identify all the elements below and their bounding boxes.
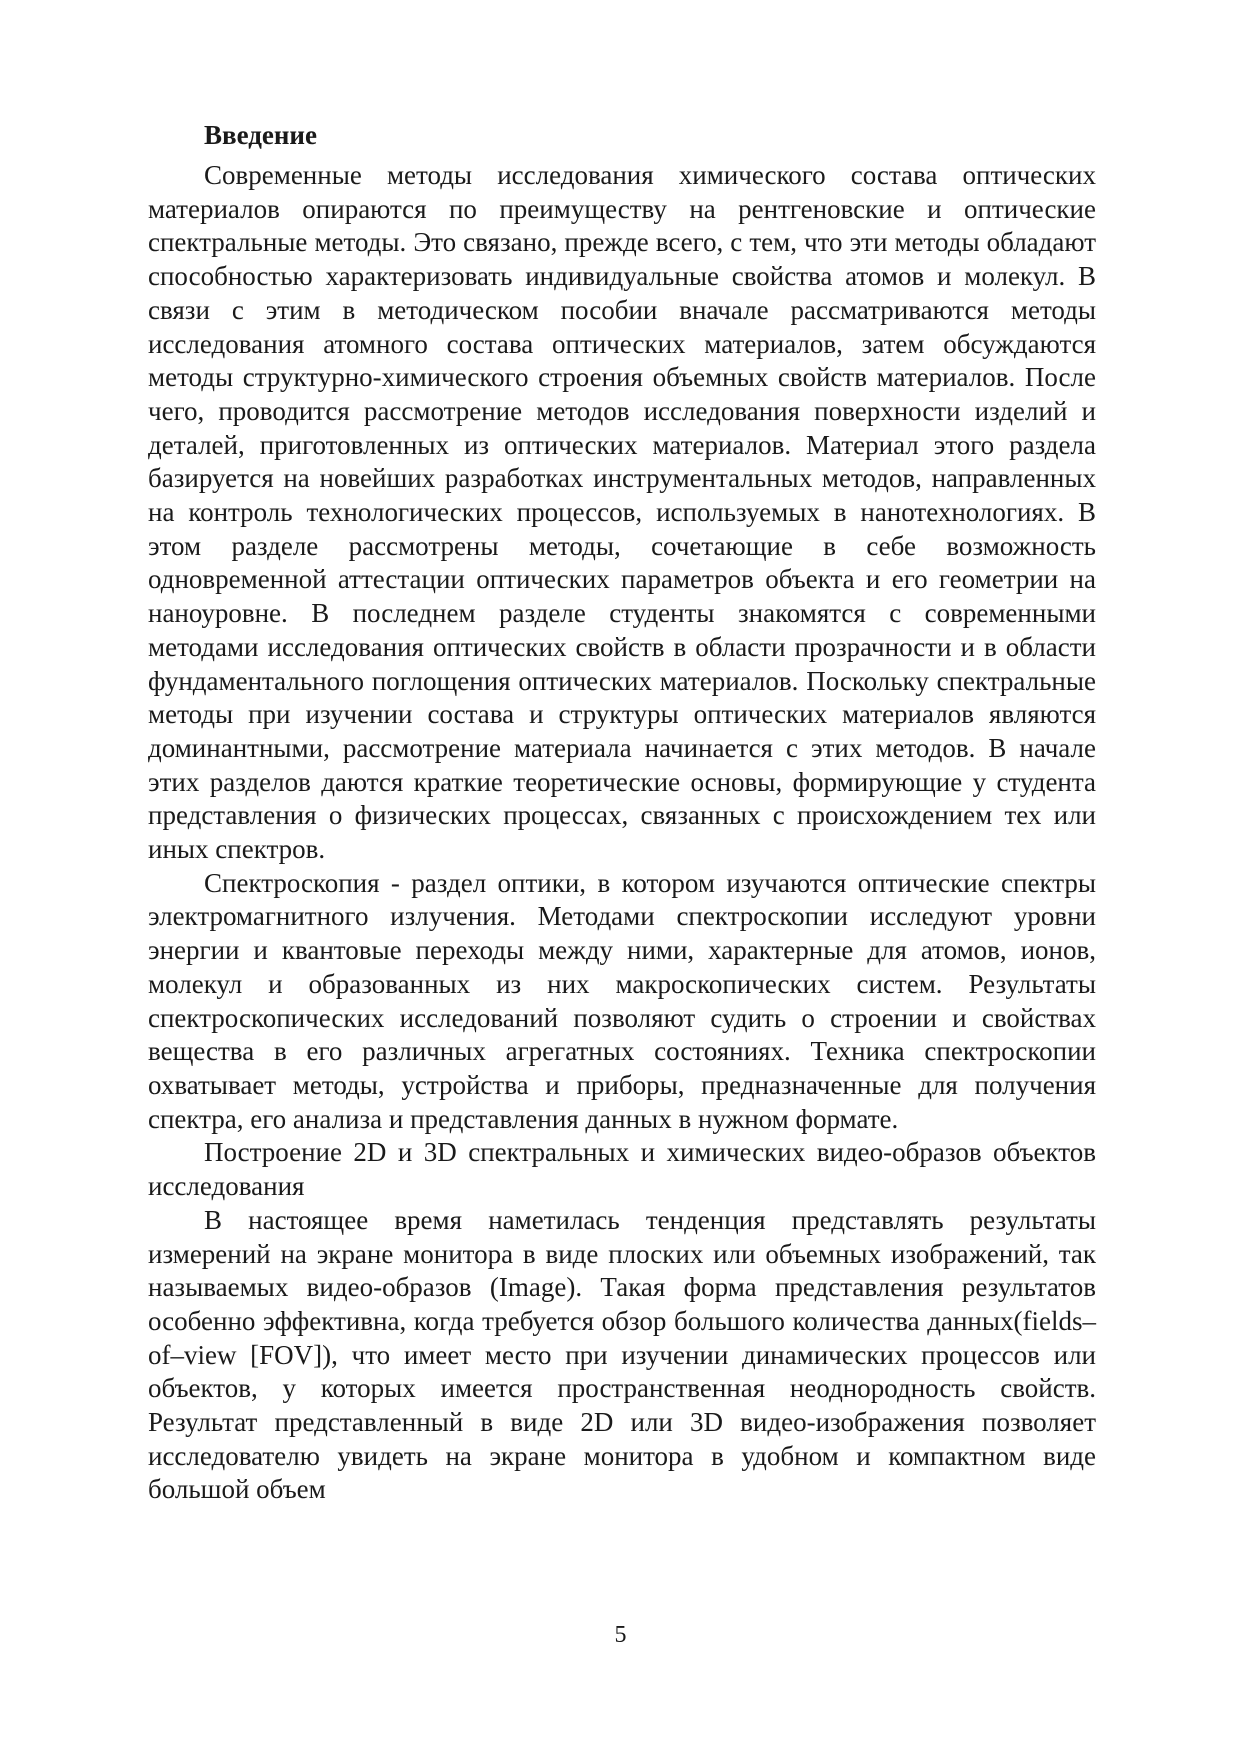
document-page (148, 118, 1096, 1507)
section-heading: Введение (204, 120, 317, 150)
paragraph-spectroscopy: Спектроскопия - раздел оптики, в котором изучаются оптические спектры электромагнитного излучения. Методами спектроскопии исследуют уровни энергии и квантовые переходы между ними, характерные для атомов, ионов, молекул и образованных из них макроскопических систем. Результаты спектроскопических исследований позволяют судить о строении и свойствах вещества в его различных агрегатных состояниях. Техника спектроскопии охватывает методы, устройства и приборы, предназначенные для получения спектра, его анализа и представления данных в нужном формате. (148, 867, 1096, 1134)
paragraph-video-images: В настоящее время наметилась тенденция представлять результаты измерений на экране монитора в виде плоских или объемных изображений, так называемых видео-образов (Image). Такая форма представления результатов особенно эффективна, когда требуется обзор большого количества данных(fields–of–view [FOV]), что имеет место при изучении динамических процессов или объектов, у которых имеется пространственная неоднородность свойств. Результат представленный в виде 2D или 3D видео-изображения позволяет исследователю увидеть на экране монитора в удобном и компактном виде большой объем (148, 1204, 1096, 1505)
paragraph-subheading-2d-3d: Построение 2D и 3D спектральных и химических видео-образов объектов исследования (148, 1137, 1096, 1202)
paragraph-introduction: Современные методы исследования химического состава оптических материалов опираются по преимуществу на рентгеновские и оптические спектральные методы. Это связано, прежде всего, с тем, что эти методы обладают способностью характеризовать индивидуальные свойства атомов и молекул. В связи с этим в методическом пособии вначале рассматриваются методы исследования атомного состава оптических материалов, затем обсуждаются методы структурно-химического строения объемных свойств материалов. После чего, проводится рассмотрение методов исследования поверхности изделий и деталей, приготовленных из оптических материалов. Материал этого раздела базируется на новейших разработках инструментальных методов, направленных на контроль технологических процессов, используемых в нанотехнологиях. В этом разделе рассмотрены методы, сочетающие в себе возможность одновременной аттестации оптических параметров объекта и его геометрии на наноуровне. В последнем разделе студенты знакомятся с современными методами исследования оптических свойств в области прозрачности и в области фундаментального поглощения оптических материалов. Поскольку спектральные методы при изучении состава и структуры оптических материалов являются доминантными, рассмотрение материала начинается с этих методов. В начале этих разделов даются краткие теоретические основы, формирующие у студента представления о физических процессах, связанных с происхождением тех или иных спектров. (148, 160, 1096, 865)
page-number: 5 (614, 1622, 627, 1648)
